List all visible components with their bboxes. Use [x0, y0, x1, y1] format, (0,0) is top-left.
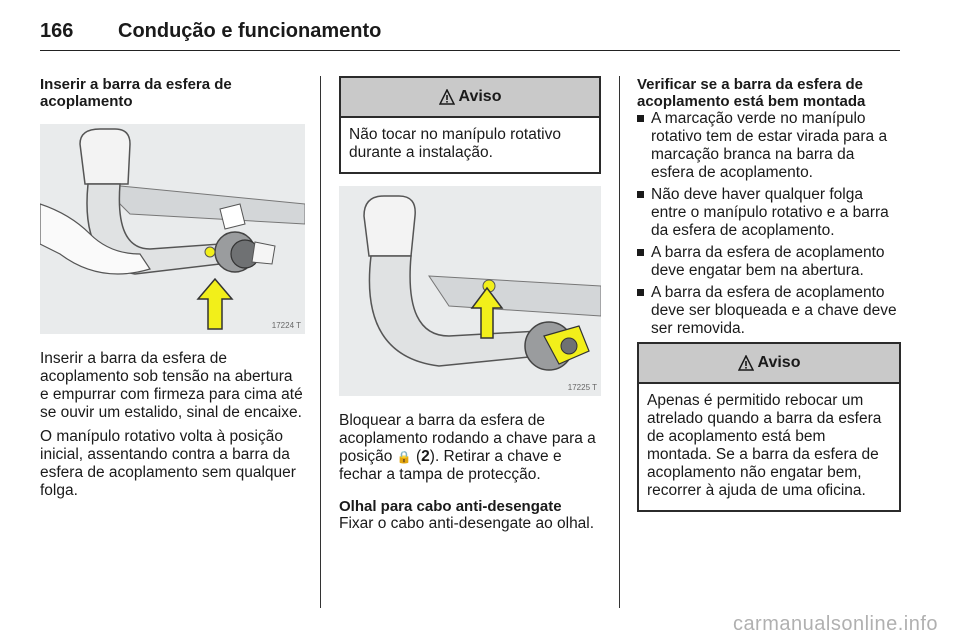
- column-left: [40, 76, 305, 500]
- paragraph: Fixar o cabo anti-desengate ao olhal.: [339, 515, 595, 532]
- list-item-text: Não deve haver qualquer folga entre o manípulo rotativo e a barra da esfera de acoplamento.: [651, 186, 889, 239]
- warning-header: [639, 344, 899, 384]
- warning-text: Apenas é permitido rebocar um atrelado quando a barra da esfera de acoplamento está bem montada. Se a barra da esfera de acoplamento não engatar bem, recorrer à ajuda de uma oficina.: [647, 392, 882, 499]
- section-heading: Verificar se a barra da esfera de acoplamento está bem montada: [637, 76, 866, 110]
- list-item: [637, 186, 901, 240]
- figure-code: 17224 T: [271, 321, 301, 330]
- paragraph-lock-text-end: ). Retirar a chave e fechar a tampa de protecção.: [339, 448, 562, 483]
- warning-title: Aviso: [757, 354, 801, 371]
- checklist: [637, 110, 901, 338]
- warning-header: [341, 78, 599, 118]
- paragraph-lock: [339, 412, 601, 484]
- column-divider: [320, 76, 321, 608]
- warning-box: [339, 76, 601, 174]
- watermark: carmanualsonline.info: [732, 613, 938, 635]
- warning-text: Não tocar no manípulo rotativo durante a instalação.: [349, 126, 561, 161]
- column-middle: [339, 76, 601, 533]
- column-divider: [619, 76, 620, 608]
- towbar-illustration-1: [40, 124, 305, 334]
- chapter-title: Condução e funcionamento: [118, 20, 382, 42]
- column-right: [637, 76, 901, 512]
- bullet-icon: [637, 115, 644, 122]
- list-item: [637, 244, 901, 280]
- list-item-text: A barra da esfera de acoplamento deve engatar bem na abertura.: [651, 244, 885, 279]
- warning-title: Aviso: [458, 88, 502, 105]
- warning-box: [637, 342, 901, 512]
- list-item-text: A marcação verde no manípulo rotativo tem de estar virada para a marcação branca na barra da esfera de acoplamento.: [651, 110, 888, 181]
- list-item: [637, 110, 901, 182]
- list-item: [637, 284, 901, 338]
- warning-triangle-icon: [439, 89, 455, 105]
- bullet-icon: [637, 289, 644, 296]
- paragraph-lock-text: Bloquear a barra da esfera de acoplamento rodando a chave para a posição: [339, 412, 596, 465]
- towbar-illustration-2: [339, 186, 601, 396]
- bullet-icon: [637, 249, 644, 256]
- figure-code: 17225 T: [567, 383, 597, 392]
- bullet-icon: [637, 191, 644, 198]
- figure-insert-ball-bar: [40, 124, 305, 334]
- paragraph: Inserir a barra da esfera de acoplamento sob tensão na abertura e empurrar com firmeza para cima até se ouvir um estalido, sinal de encaixe.: [40, 350, 303, 421]
- warning-triangle-icon: [738, 355, 754, 371]
- lock-symbol-icon: 🔒: [396, 450, 412, 464]
- paragraph-lock-open: (: [411, 448, 422, 465]
- paragraph: O manípulo rotativo volta à posição inicial, assentando contra a barra da esfera de acoplamento sem qualquer folga.: [40, 428, 296, 499]
- page-number: 166: [40, 20, 74, 42]
- section-heading: Olhal para cabo anti-desengate: [339, 498, 562, 515]
- page-header: [40, 14, 900, 51]
- list-item-text: A barra da esfera de acoplamento deve ser bloqueada e a chave deve ser removida.: [651, 284, 897, 337]
- position-number: 2: [421, 448, 430, 465]
- section-heading: Inserir a barra da esfera de acoplamento: [40, 76, 232, 110]
- figure-lock-ball-bar: [339, 186, 601, 396]
